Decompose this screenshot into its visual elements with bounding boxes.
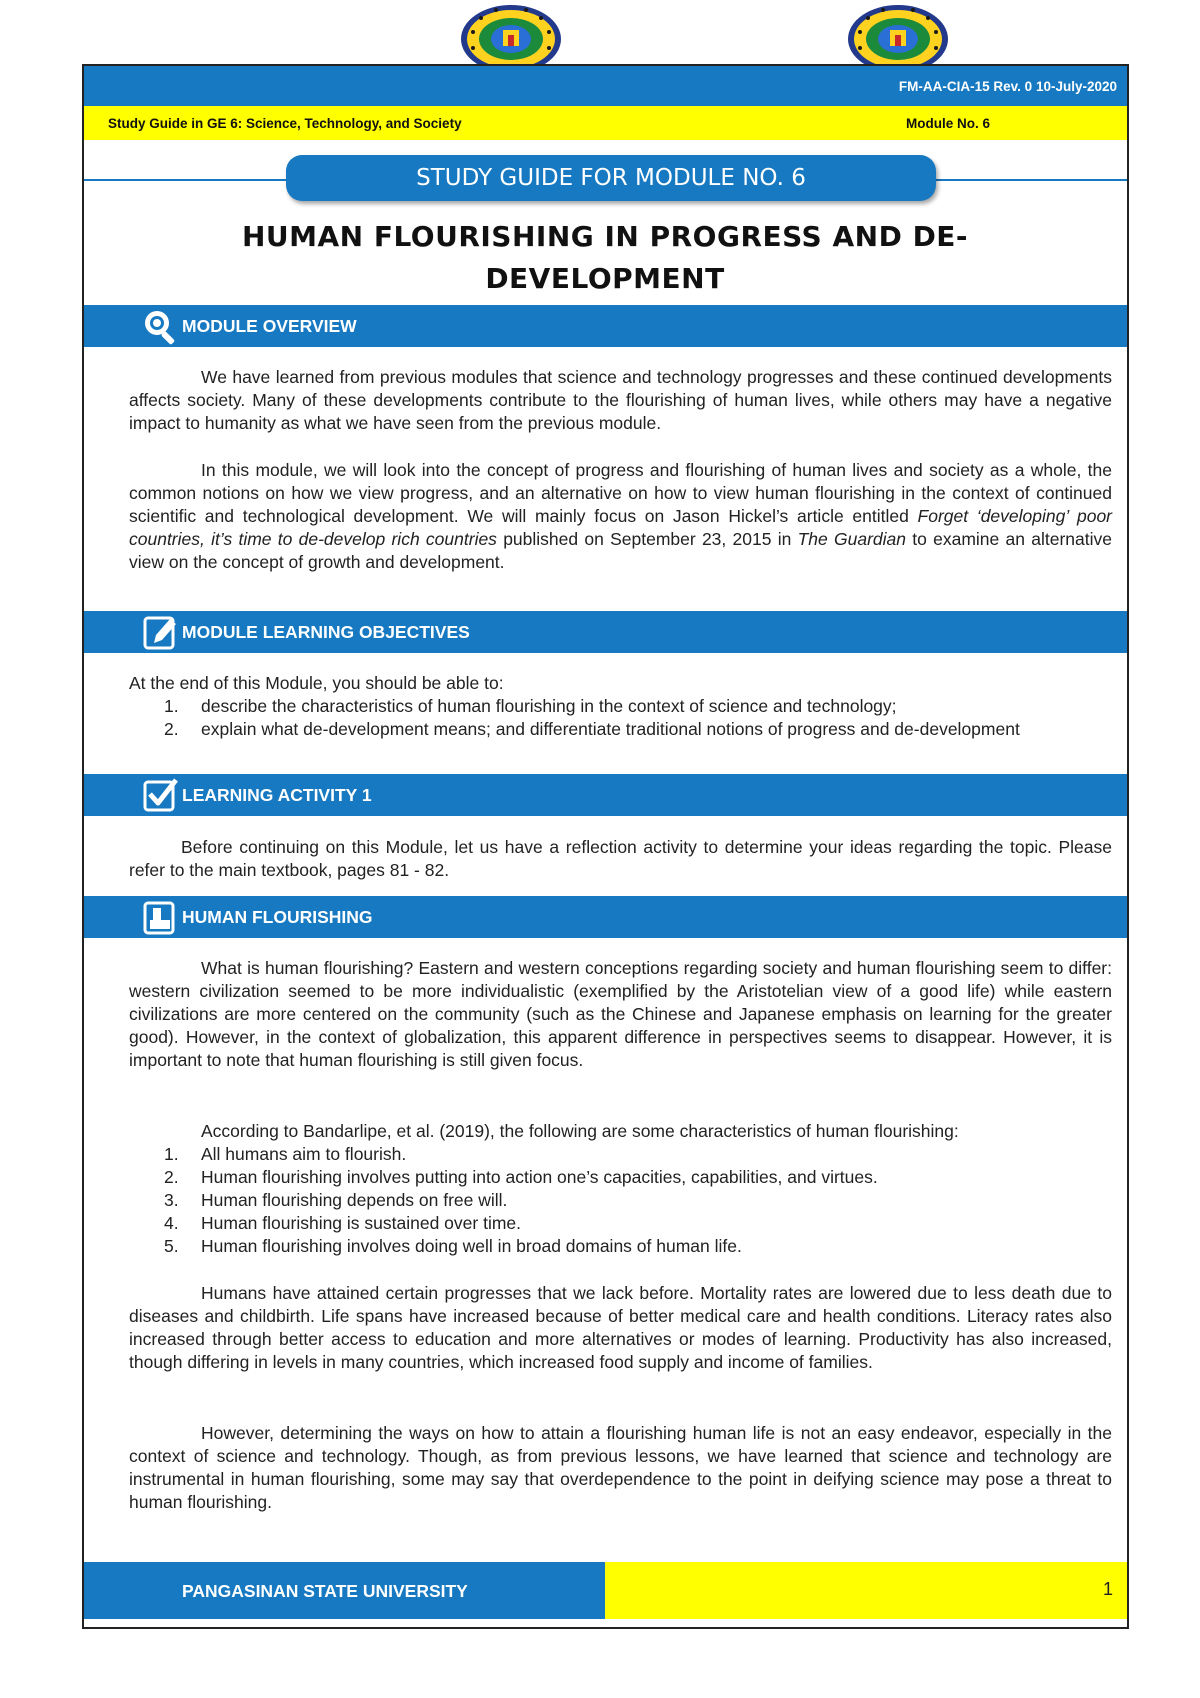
footer-band xyxy=(84,1562,605,1619)
article-title: Forget ‘developing’ poor countries, it’s time to de-develop rich countries xyxy=(129,506,1113,549)
study-guide-banner xyxy=(286,155,936,201)
list-text: describe the characteristics of human flourishing in the context of science and technology; xyxy=(201,696,897,716)
page-title-line: DEVELOPMENT xyxy=(485,262,725,295)
pencil-icon xyxy=(142,613,178,651)
objectives-intro: At the end of this Module, you should be able to: xyxy=(129,673,504,693)
list-item xyxy=(129,1212,1112,1235)
activity-paragraph: Before continuing on this Module, let us have a reflection activity to determine your ideas regarding the topic. Please refer to the main textbook, pages 81 - 82. xyxy=(129,837,1112,880)
list-number: 1. xyxy=(164,1144,179,1164)
list-number: 1. xyxy=(164,696,179,716)
newspaper-name: The Guardian xyxy=(797,529,907,549)
list-text: Human flourishing is sustained over time. xyxy=(201,1213,522,1233)
overview-text: published on September 23, 2015 in xyxy=(496,529,798,549)
overview-paragraph-2 xyxy=(129,459,1112,574)
checkbox-icon xyxy=(142,776,178,814)
flourishing-paragraph-3: Humans have attained certain progresses that we lack before. Mortality rates are lowered due to less death due to diseases and childbirth. Life spans have increased because of better medical care and health conditions. Literacy rates also increased through better access to education and more alternatives or modes of learning. Productivity has also increased, though differing in levels in many countries, which increased food supply and income of families. xyxy=(129,1283,1112,1372)
form-code: FM-AA-CIA-15 Rev. 0 10-July-2020 xyxy=(898,79,1117,94)
section-title: HUMAN FLOURISHING xyxy=(182,907,373,927)
overview-text: In this module, we will look into the concept of progress and flourishing of human lives and society as a whole, the common notions on how we view progress, and an alternative on how to view human flourishing in the context of continued scientific and technological development. We will mainly focus on Jason Hickel’s article entitled xyxy=(129,460,1112,526)
list-number: 2. xyxy=(164,1167,179,1187)
page-title xyxy=(130,216,1080,300)
page-number: 1 xyxy=(1102,1579,1113,1599)
objectives-list xyxy=(129,695,1112,741)
list-item xyxy=(129,1166,1112,1189)
section-header-overview xyxy=(84,305,1127,347)
list-number: 3. xyxy=(164,1190,179,1210)
section-header-objectives xyxy=(84,611,1127,653)
header-band xyxy=(84,66,1127,106)
list-item xyxy=(129,1189,1112,1212)
flourishing-paragraph-2: According to Bandarlipe, et al. (2019), the following are some characteristics of human flourishing: xyxy=(201,1121,959,1141)
course-band xyxy=(84,106,1127,140)
list-text: explain what de-development means; and differentiate traditional notions of progress and de-development xyxy=(201,719,1020,739)
magnifier-icon xyxy=(142,307,178,345)
list-item xyxy=(129,695,1112,718)
list-item xyxy=(129,1143,1112,1166)
module-number: Module No. 6 xyxy=(906,116,990,131)
book-icon xyxy=(142,898,178,936)
divider-line xyxy=(84,179,288,181)
course-title: Study Guide in GE 6: Science, Technology, and Society xyxy=(108,116,462,131)
list-text: All humans aim to flourish. xyxy=(201,1144,407,1164)
section-header-activity xyxy=(84,774,1127,816)
flourishing-paragraph-4: However, determining the ways on how to attain a flourishing human life is not an easy endeavor, especially in the context of science and technology. Though, as from previous lessons, we have learned that science and technology are instrumental in human flourishing, some may say that overdependence to the point in deifying science may pose a threat to human flourishing. xyxy=(129,1423,1112,1512)
flourishing-paragraph-1: What is human flourishing? Eastern and western conceptions regarding society and human flourishing seem to differ: western civilization seemed to be more individualistic (exemplified by the Aristotelian view of a good life) while eastern civilizations are more centered on the community (such as the Chinese and Japanese emphasis on learning for the greater good). However, in the context of globalization, this apparent difference in perspectives seems to disappear. However, it is important to note that human flourishing is still given focus. xyxy=(129,958,1112,1070)
characteristics-list xyxy=(129,1143,1112,1258)
list-number: 4. xyxy=(164,1213,179,1233)
section-header-flourishing xyxy=(84,896,1127,938)
section-title: LEARNING ACTIVITY 1 xyxy=(182,785,372,805)
section-title: MODULE OVERVIEW xyxy=(182,316,357,336)
footer-page-band xyxy=(605,1562,1127,1619)
university-name: PANGASINAN STATE UNIVERSITY xyxy=(182,1581,468,1601)
study-guide-label: STUDY GUIDE FOR MODULE NO. 6 xyxy=(416,165,806,191)
list-number: 2. xyxy=(164,719,179,739)
overview-paragraph-1: We have learned from previous modules that science and technology progresses and these continued developments affects society. Many of these developments contribute to the flourishing of human lives, while others may have a negative impact to humanity as what we have seen from the previous module. xyxy=(129,367,1112,433)
page-title-line: HUMAN FLOURISHING IN PROGRESS AND DE- xyxy=(241,220,969,253)
list-number: 5. xyxy=(164,1236,179,1256)
list-item xyxy=(129,1235,1112,1258)
list-text: Human flourishing involves doing well in broad domains of human life. xyxy=(201,1236,742,1256)
list-text: Human flourishing depends on free will. xyxy=(201,1190,508,1210)
list-item xyxy=(129,718,1112,741)
divider-line xyxy=(934,179,1127,181)
list-text: Human flourishing involves putting into action one’s capacities, capabilities, and virtues. xyxy=(201,1167,878,1187)
overview-text: to examine an alternative view on the concept of growth and development. xyxy=(129,529,1112,572)
section-title: MODULE LEARNING OBJECTIVES xyxy=(182,622,470,642)
